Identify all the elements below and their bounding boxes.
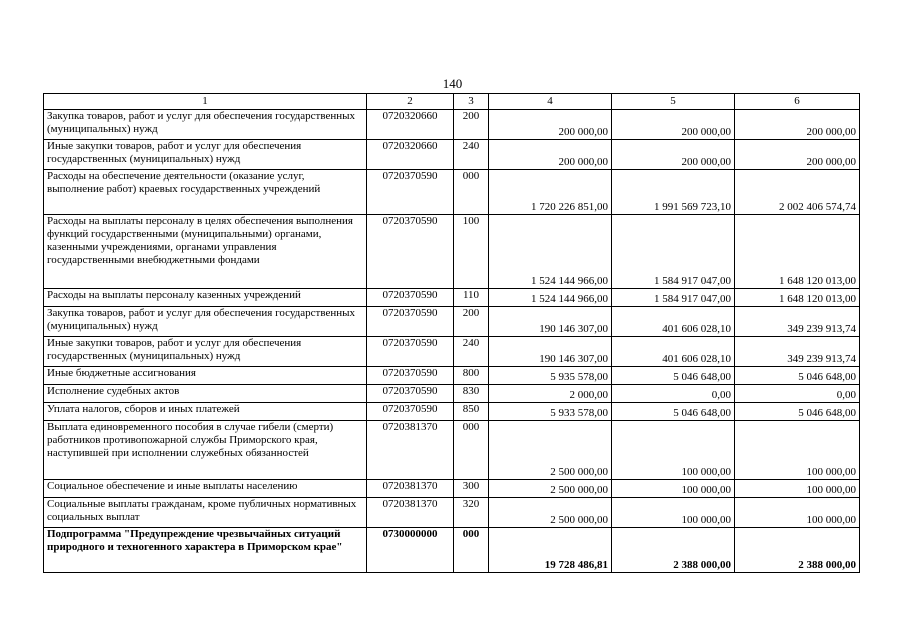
budget-table [43,93,860,573]
row-target-code: 0720370590 [367,367,454,385]
row-amount-3: 5 046 648,00 [735,403,860,421]
row-amount-2: 100 000,00 [612,498,735,528]
row-target-code: 0720370590 [367,307,454,337]
row-amount-3: 1 648 120 013,00 [735,289,860,307]
row-amount-3: 0,00 [735,385,860,403]
column-header-4: 4 [489,94,612,110]
row-amount-2: 200 000,00 [612,140,735,170]
row-amount-3: 349 239 913,74 [735,307,860,337]
row-amount-2: 100 000,00 [612,480,735,498]
row-amount-3: 349 239 913,74 [735,337,860,367]
row-expense-type: 200 [454,307,489,337]
row-amount-1: 190 146 307,00 [489,307,612,337]
row-amount-1: 200 000,00 [489,110,612,140]
row-amount-3: 2 388 000,00 [735,528,860,573]
table-row-subprogram [44,528,860,573]
table-header-row [44,94,860,110]
row-name: Закупка товаров, работ и услуг для обеспечения государственных (муниципальных) нужд [44,110,367,140]
row-amount-1: 2 500 000,00 [489,480,612,498]
row-amount-1: 1 524 144 966,00 [489,215,612,289]
row-amount-2: 5 046 648,00 [612,367,735,385]
table-row [44,367,860,385]
table-row [44,170,860,215]
row-amount-3: 200 000,00 [735,140,860,170]
table-row [44,337,860,367]
row-target-code: 0720320660 [367,110,454,140]
row-name: Социальное обеспечение и иные выплаты населению [44,480,367,498]
row-expense-type: 300 [454,480,489,498]
row-amount-1: 2 500 000,00 [489,421,612,480]
row-amount-3: 100 000,00 [735,480,860,498]
row-amount-1: 190 146 307,00 [489,337,612,367]
row-amount-2: 100 000,00 [612,421,735,480]
row-amount-2: 0,00 [612,385,735,403]
row-name: Уплата налогов, сборов и иных платежей [44,403,367,421]
row-amount-1: 19 728 486,81 [489,528,612,573]
row-target-code: 0720370590 [367,170,454,215]
table-row [44,289,860,307]
row-amount-2: 1 991 569 723,10 [612,170,735,215]
row-target-code: 0720381370 [367,480,454,498]
row-name: Иные закупки товаров, работ и услуг для обеспечения государственных (муниципальных) нужд [44,337,367,367]
row-amount-1: 200 000,00 [489,140,612,170]
row-target-code: 0720370590 [367,403,454,421]
row-amount-3: 100 000,00 [735,498,860,528]
row-expense-type: 000 [454,421,489,480]
row-expense-type: 800 [454,367,489,385]
row-name: Социальные выплаты гражданам, кроме публичных нормативных социальных выплат [44,498,367,528]
row-amount-2: 5 046 648,00 [612,403,735,421]
row-name: Подпрограмма "Предупреждение чрезвычайных ситуаций природного и техногенного характера в Приморском крае" [44,528,367,573]
table-row [44,140,860,170]
table-row [44,307,860,337]
row-amount-1: 2 500 000,00 [489,498,612,528]
table-row [44,385,860,403]
column-header-5: 5 [612,94,735,110]
table-row [44,403,860,421]
row-amount-1: 1 720 226 851,00 [489,170,612,215]
row-name: Иные закупки товаров, работ и услуг для обеспечения государственных (муниципальных) нужд [44,140,367,170]
row-expense-type: 000 [454,170,489,215]
page-number: 140 [442,76,463,91]
row-amount-1: 5 933 578,00 [489,403,612,421]
row-amount-3: 200 000,00 [735,110,860,140]
row-target-code: 0720381370 [367,421,454,480]
row-expense-type: 200 [454,110,489,140]
row-target-code: 0720370590 [367,385,454,403]
row-target-code: 0720320660 [367,140,454,170]
row-amount-2: 401 606 028,10 [612,337,735,367]
row-target-code: 0720370590 [367,289,454,307]
row-expense-type: 240 [454,337,489,367]
row-expense-type: 320 [454,498,489,528]
row-amount-3: 2 002 406 574,74 [735,170,860,215]
row-amount-1: 2 000,00 [489,385,612,403]
row-amount-1: 1 524 144 966,00 [489,289,612,307]
column-header-6: 6 [735,94,860,110]
table-row [44,110,860,140]
row-amount-3: 100 000,00 [735,421,860,480]
row-amount-3: 5 046 648,00 [735,367,860,385]
table-row [44,421,860,480]
row-name: Исполнение судебных актов [44,385,367,403]
row-amount-1: 5 935 578,00 [489,367,612,385]
row-target-code: 0720370590 [367,215,454,289]
row-expense-type: 110 [454,289,489,307]
row-target-code: 0720370590 [367,337,454,367]
table-row [44,480,860,498]
row-amount-3: 1 648 120 013,00 [735,215,860,289]
row-target-code: 0730000000 [367,528,454,573]
row-name: Расходы на обеспечение деятельности (оказание услуг, выполнение работ) краевых государственных учреждений [44,170,367,215]
table-row [44,215,860,289]
column-header-3: 3 [454,94,489,110]
row-amount-2: 401 606 028,10 [612,307,735,337]
row-name: Расходы на выплаты персоналу казенных учреждений [44,289,367,307]
row-name: Иные бюджетные ассигнования [44,367,367,385]
row-amount-2: 1 584 917 047,00 [612,289,735,307]
row-name: Закупка товаров, работ и услуг для обеспечения государственных (муниципальных) нужд [44,307,367,337]
row-name: Расходы на выплаты персоналу в целях обеспечения выполнения функций государственными (муниципальными) органами, казенными учреждениями, органами управления государственными внебюджетными фондами [44,215,367,289]
row-expense-type: 830 [454,385,489,403]
column-header-2: 2 [367,94,454,110]
row-expense-type: 850 [454,403,489,421]
row-name: Выплата единовременного пособия в случае гибели (смерти) работников противопожарной службы Приморского края, наступившей при исполнении служебных обязанностей [44,421,367,480]
row-expense-type: 100 [454,215,489,289]
row-amount-2: 2 388 000,00 [612,528,735,573]
column-header-1: 1 [44,94,367,110]
row-expense-type: 240 [454,140,489,170]
row-amount-2: 200 000,00 [612,110,735,140]
row-amount-2: 1 584 917 047,00 [612,215,735,289]
row-target-code: 0720381370 [367,498,454,528]
table-row [44,498,860,528]
row-expense-type: 000 [454,528,489,573]
